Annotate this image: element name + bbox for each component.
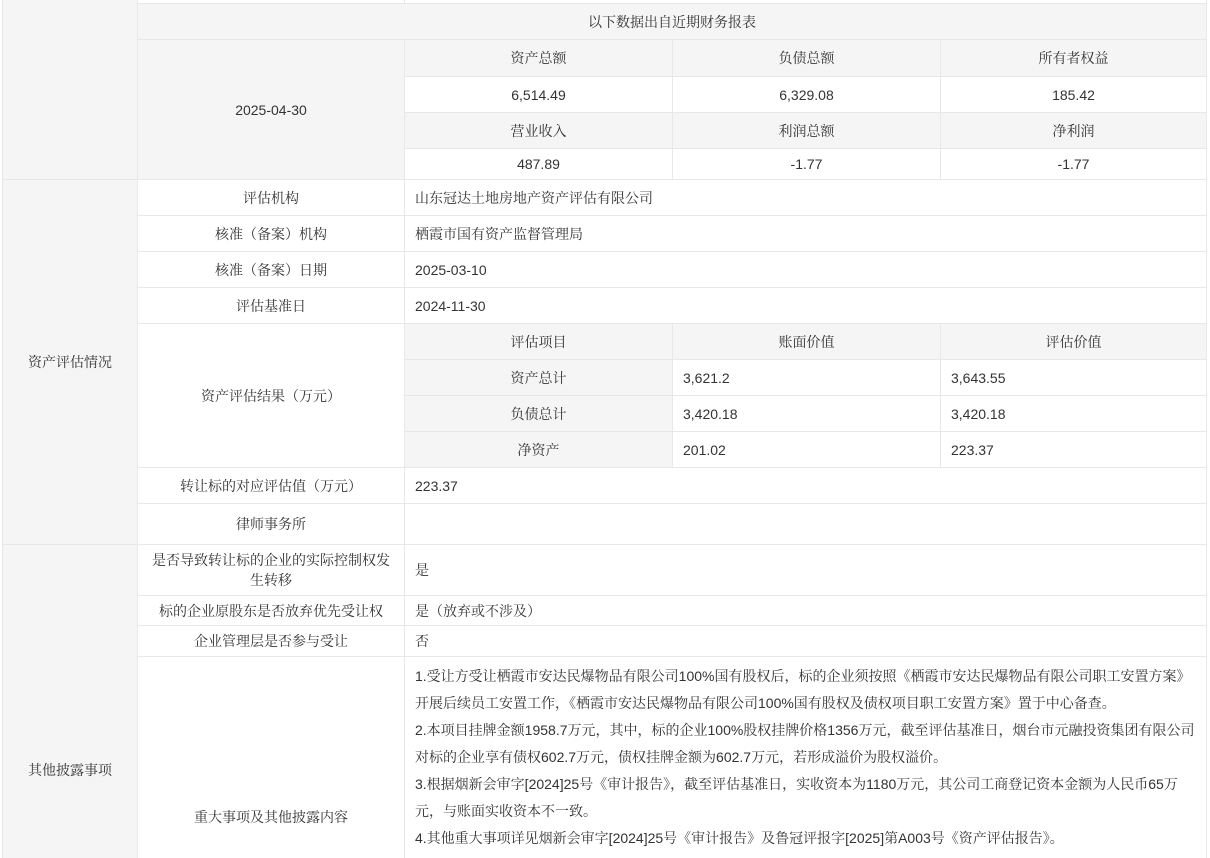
row-law-firm [138, 504, 1206, 544]
sidebar-label-disclosure: 其他披露事项 [3, 545, 138, 858]
value-net-profit: -1.77 [1057, 156, 1090, 172]
header-owner-equity: 所有者权益 [1038, 50, 1109, 66]
financial-header-row-1 [405, 40, 1206, 77]
eval-result-block [138, 324, 1206, 468]
row-eval-agency [138, 180, 1206, 216]
label-transfer-value: 转让标的对应评估值（万元） [138, 468, 405, 503]
eval-item-total-liabilities: 负债总计 [405, 396, 673, 431]
label-approval-date: 核准（备案）日期 [138, 252, 405, 287]
value-total-liabilities: 6,329.08 [673, 77, 941, 112]
major-paragraph-3: 3.根据烟新会审字[2024]25号《审计报告》，截至评估基准日，实收资本为1180万元，其公司工商登记资本金额为人民币65万元，与账面实收资本不一致。 [415, 776, 1178, 820]
sidebar-label-evaluation: 资产评估情况 [3, 180, 138, 544]
header-assessed-value: 评估价值 [1045, 333, 1102, 350]
label-law-firm: 律师事务所 [138, 504, 405, 544]
label-eval-agency: 评估机构 [138, 180, 405, 215]
eval-item-net-assets: 净资产 [405, 432, 673, 467]
major-paragraph-4: 4.其他重大事项详见烟新会审字[2024]25号《审计报告》及鲁冠评报字[2025]第A003号《资产评估报告》。 [415, 830, 1064, 847]
header-total-liabilities: 负债总额 [673, 40, 941, 76]
major-items-text [405, 657, 1206, 858]
value-management-participation: 否 [415, 633, 429, 650]
header-total-profit: 利润总额 [673, 113, 941, 148]
assessed-net-assets: 223.37 [951, 441, 994, 458]
eval-result-header-row [405, 324, 1206, 360]
header-net-profit: 净利润 [1052, 122, 1095, 139]
eval-row-net-assets [405, 432, 1206, 468]
value-eval-agency: 山东冠达土地房地产资产评估有限公司 [415, 189, 653, 206]
section-disclosure [3, 545, 1206, 858]
label-control-transfer: 是否导致转让标的企业的实际控制权发生转移 [138, 545, 405, 595]
eval-row-total-assets [405, 360, 1206, 396]
row-major-items [138, 657, 1206, 858]
label-eval-result: 资产评估结果（万元） [138, 324, 405, 468]
assessed-total-liabilities: 3,420.18 [951, 405, 1006, 422]
label-major-items: 重大事项及其他披露内容 [138, 657, 405, 858]
value-revenue: 487.89 [405, 149, 673, 179]
row-preemptive-right [138, 596, 1206, 627]
note-row [138, 4, 1206, 40]
row-approval-agency [138, 216, 1206, 252]
book-total-assets: 3,621.2 [673, 360, 941, 395]
value-control-transfer: 是 [415, 561, 429, 578]
label-approval-agency: 核准（备案）机构 [138, 216, 405, 251]
header-total-assets: 资产总额 [405, 40, 673, 76]
label-base-date: 评估基准日 [138, 288, 405, 323]
row-approval-date [138, 252, 1206, 288]
value-base-date: 2024-11-30 [415, 297, 486, 314]
section-evaluation [3, 180, 1206, 545]
value-approval-agency: 栖霞市国有资产监督管理局 [415, 225, 583, 242]
financial-value-row-2 [405, 149, 1206, 179]
header-revenue: 营业收入 [405, 113, 673, 148]
row-control-transfer [138, 545, 1206, 596]
financial-header-row-2 [405, 113, 1206, 149]
note-text: 以下数据出自近期财务报表 [588, 13, 756, 30]
row-management-participation [138, 626, 1206, 657]
eval-row-total-liabilities [405, 396, 1206, 432]
row-base-date [138, 288, 1206, 324]
header-book-value: 账面价值 [673, 324, 941, 359]
major-paragraph-2: 2.本项目挂牌金额1958.7万元，其中，标的企业100%股权挂牌价格1356万元，截至评估基准日，烟台市元融投资集团有限公司对标的企业享有债权602.7万元，债权挂牌金额为602.7万元，若形成溢价为股权溢价。 [415, 722, 1195, 766]
eval-item-total-assets: 资产总计 [405, 360, 673, 395]
value-total-assets: 6,514.49 [405, 77, 673, 112]
header-eval-item: 评估项目 [405, 324, 673, 359]
value-owner-equity: 185.42 [1052, 86, 1095, 103]
value-approval-date: 2025-03-10 [415, 261, 487, 278]
report-period-cell: 2025-04-30 [138, 40, 405, 179]
sidebar-cell-financials [3, 0, 138, 179]
value-law-firm [405, 504, 1206, 544]
financial-value-row-1 [405, 77, 1206, 113]
disclosure-table [2, 0, 1207, 858]
label-preemptive-right: 标的企业原股东是否放弃优先受让权 [138, 596, 405, 626]
section-financials [3, 0, 1206, 180]
book-total-liabilities: 3,420.18 [673, 396, 941, 431]
label-management-participation: 企业管理层是否参与受让 [138, 626, 405, 656]
value-preemptive-right: 是（放弃或不涉及） [415, 602, 541, 619]
row-transfer-value [138, 468, 1206, 504]
value-total-profit: -1.77 [673, 149, 941, 179]
assessed-total-assets: 3,643.55 [951, 369, 1006, 386]
value-transfer-value: 223.37 [415, 477, 458, 494]
financial-grid [138, 40, 1206, 179]
major-paragraph-1: 1.受让方受让栖霞市安达民爆物品有限公司100%国有股权后，标的企业须按照《栖霞市安达民爆物品有限公司职工安置方案》开展后续员工安置工作，《栖霞市安达民爆物品有限公司100%国有股权及债权项目职工安置方案》置于中心备查。 [415, 668, 1191, 712]
book-net-assets: 201.02 [673, 432, 941, 467]
